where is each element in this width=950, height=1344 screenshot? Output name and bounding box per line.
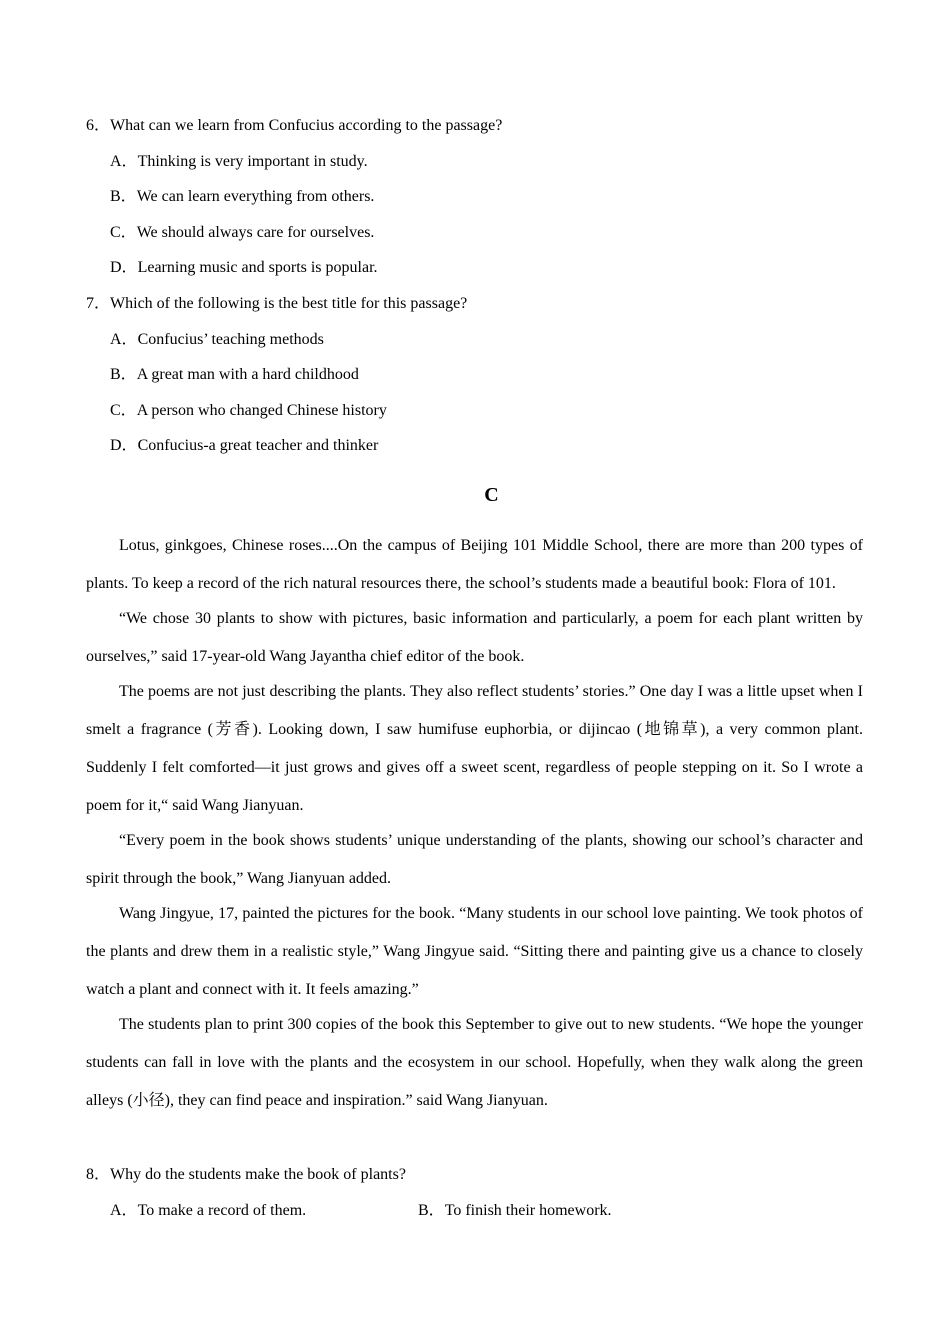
passage-paragraph: “We chose 30 plants to show with pictures, basic information and particularly, a poem for each plant written by ourselves,” said 17-year-old Wang Jayantha chief editor of the book. — [86, 610, 863, 665]
question-8: 8．Why do the students make the book of plants? — [86, 1166, 406, 1183]
question-8-option-b: B．To finish their homework. — [418, 1201, 612, 1219]
question-7-option-b: B．A great man with a hard childhood — [110, 366, 359, 384]
question-6-option-b: B．We can learn everything from others. — [110, 188, 375, 206]
question-7-option-d: D．Confucius-a great teacher and thinker — [110, 437, 379, 455]
question-6-option-c: C．We should always care for ourselves. — [110, 223, 375, 241]
question-6: 6．What can we learn from Confucius according to the passage? — [86, 117, 503, 134]
passage-paragraph: “Every poem in the book shows students’ unique understanding of the plants, showing our school’s character and spirit through the book,” Wang Jianyuan added. — [86, 832, 863, 887]
passage-paragraph: The poems are not just describing the plants. They also reflect students’ stories.” One day I was a little upset when I smelt a fragrance (芳香). Looking down, I saw humifuse euphorbia, or dijincao (地锦草), a very common plant. Suddenly I felt comforted—it just grows and gives off a sweet scent, regardless of people stepping on it. So I wrote a poem for it,“ said Wang Jianyuan. — [86, 683, 863, 814]
question-6-option-a: A．Thinking is very important in study. — [110, 152, 368, 170]
question-8-block — [86, 1157, 863, 1228]
question-7-option-c: C．A person who changed Chinese history — [110, 401, 387, 419]
passage-paragraph: Lotus, ginkgoes, Chinese roses....On the campus of Beijing 101 Middle School, there are more than 200 types of plants. To keep a record of the rich natural resources there, the school’s students made a beautiful book: Flora of 101. — [86, 537, 863, 592]
passage-paragraph: Wang Jingyue, 17, painted the pictures for the book. “Many students in our school love painting. We took photos of the plants and drew them in a realistic style,” Wang Jingyue said. “Sitting there and painting give us a chance to closely watch a plant and connect with it. It feels amazing.” — [86, 905, 863, 998]
question-7: 7．Which of the following is the best title for this passage? — [86, 294, 468, 312]
section-heading: C — [484, 484, 499, 506]
passage-paragraph: The students plan to print 300 copies of the book this September to give out to new students. “We hope the younger students can fall in love with the plants and the ecosystem in our school. Hopefully, when they walk along the green alleys (小径), they can find peace and inspiration.” said Wang Jianyuan. — [86, 1016, 863, 1109]
passage-c — [86, 527, 863, 1120]
question-7-option-a: A．Confucius’ teaching methods — [110, 330, 324, 348]
question-8-options — [86, 1193, 863, 1229]
question-8-option-a: A．To make a record of them. — [110, 1201, 307, 1219]
questions-6-7 — [86, 108, 863, 464]
question-6-option-d: D．Learning music and sports is popular. — [110, 259, 378, 277]
